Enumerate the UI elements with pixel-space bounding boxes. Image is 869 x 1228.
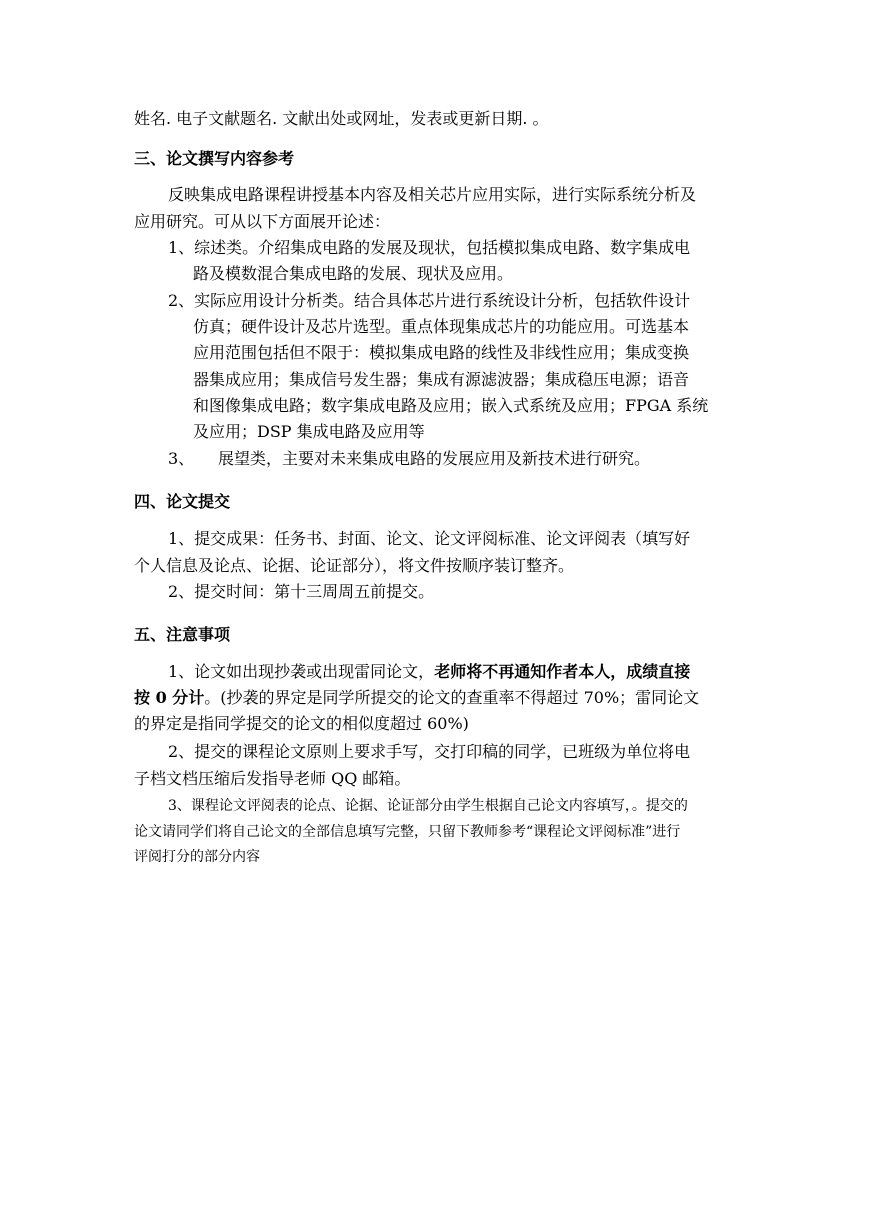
section-5-item-1-line-2-regular: 。(抄袭的界定是同学所提交的论文的查重率不得超过 70%；雷同论文 — [204, 688, 700, 707]
section-5-item-1-line-3: 的界定是指同学提交的论文的相似度超过 60%) — [134, 714, 469, 733]
section-5-item-1-line-2-bold: 按 0 分计 — [134, 688, 205, 707]
section-4-item-1-line-2: 个人信息及论点、论据、论证部分），将文件按顺序装订整齐。 — [134, 556, 575, 575]
section-3-heading: 三、论文撰写内容参考 — [134, 149, 295, 168]
section-3-item-2-line-2: 仿真；硬件设计及芯片选型。重点体现集成芯片的功能应用。可选基本 — [193, 317, 690, 336]
section-3-item-3-text: 展望类，主要对未来集成电路的发展应用及新技术进行研究。 — [218, 449, 651, 468]
section-5-item-2-line-2: 子档文档压缩后发指导老师 QQ 邮箱。 — [134, 769, 411, 788]
section-3-item-2-line-6: 及应用；DSP 集成电路及应用等 — [193, 422, 425, 441]
section-3-item-2-line-3: 应用范围包括但不限于：模拟集成电路的线性及非线性应用；集成变换 — [193, 343, 690, 362]
section-3-item-2-line-5: 和图像集成电路；数字集成电路及应用；嵌入式系统及应用；FPGA 系统 — [193, 396, 709, 415]
section-5-heading: 五、注意事项 — [134, 625, 231, 644]
section-4-heading: 四、论文提交 — [134, 492, 231, 511]
section-3-item-1-line-1: 1、综述类。介绍集成电路的发展及现状，包括模拟集成电路、数字集成电 — [168, 238, 691, 257]
reference-format-line: 姓名. 电子文献题名. 文献出处或网址，发表或更新日期. 。 — [134, 109, 549, 128]
section-5-item-1-line-1 — [168, 661, 690, 683]
section-3-item-2-line-1: 2、实际应用设计分析类。结合具体芯片进行系统设计分析，包括软件设计 — [168, 291, 691, 310]
section-3-item-1-line-2: 路及模数混合集成电路的发展、现状及应用。 — [193, 264, 514, 283]
section-3-intro-line-1: 反映集成电路课程讲授基本内容及相关芯片应用实际，进行实际系统分析及 — [168, 185, 697, 204]
section-5-item-1-line-1-bold: 老师将不再通知作者本人，成绩直接 — [434, 662, 691, 681]
section-4-item-1-line-1: 1、提交成果：任务书、封面、论文、论文评阅标准、论文评阅表（填写好 — [168, 529, 691, 548]
section-3-intro-line-2: 应用研究。可从以下方面展开论述： — [134, 212, 391, 231]
section-4-item-2: 2、提交时间：第十三周周五前提交。 — [168, 582, 435, 601]
section-5-item-1-line-2 — [134, 687, 699, 709]
section-5-item-3-line-1: 3、课程论文评阅表的论点、论据、论证部分由学生根据自己论文内容填写，。提交的 — [168, 798, 688, 814]
section-5-item-3-line-2: 论文请同学们将自己论文的全部信息填写完整，只留下教师参考“课程论文评阅标准”进行 — [134, 824, 681, 840]
section-3-item-3-number: 3、 — [168, 449, 195, 468]
section-5-item-1-line-1-regular: 1、论文如出现抄袭或出现雷同论文， — [168, 662, 435, 681]
section-3-item-2-line-4: 器集成应用；集成信号发生器；集成有源滤波器；集成稳压电源；语音 — [193, 370, 690, 389]
section-5-item-3-line-3: 评阅打分的部分内容 — [134, 849, 260, 865]
section-5-item-2-line-1: 2、提交的课程论文原则上要求手写，交打印稿的同学，已班级为单位将电 — [168, 742, 691, 761]
